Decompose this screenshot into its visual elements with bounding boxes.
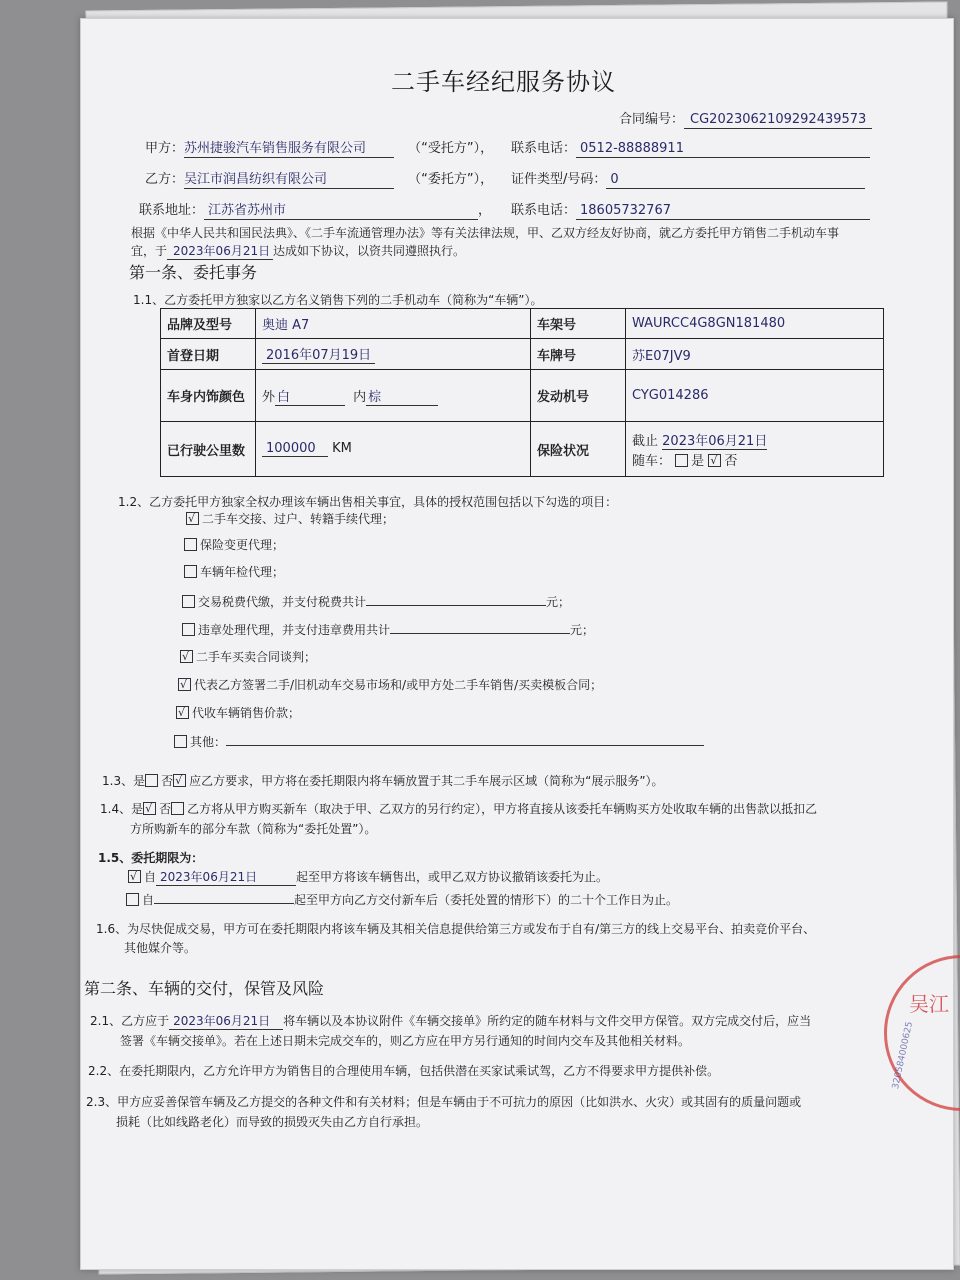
engine-value: CYG014286 [626,370,884,422]
term-row-2 [126,891,678,908]
insurance-no-label: 否 [724,453,738,469]
party-b-id-label: 证件类型/号码： [511,172,607,187]
auth-label-7: 代收车辆销售价款； [192,706,301,720]
auth-label-5: 二手车买卖合同谈判； [196,650,317,664]
insurance-yes-label: 是 [691,453,705,469]
mileage-value: 100000 [262,441,328,457]
party-b-addr-label: 联系地址： [139,203,205,218]
insurance-with-row [632,450,877,469]
intro-prefix: 宜，于 [131,244,168,258]
clause-1-6-cont: 其他媒介等。 [124,941,197,955]
party-b-id-row [511,171,865,189]
c13-body: 应乙方要求，甲方将在委托期限内将车辆放置于其二手车展示区域（简称为“展示服务”）。 [189,774,664,788]
party-a-tel-label: 联系电话： [511,141,577,156]
auth-item-5[interactable] [180,649,316,665]
party-b-tel: 18605732767 [576,202,870,220]
c14-no-checkbox[interactable] [171,802,184,815]
auth-item-1[interactable] [184,537,284,553]
plate-label: 车牌号 [531,339,626,370]
brand-value: 奥迪 A7 [256,309,531,339]
c14-yes-text: 1.4、是 [100,802,144,816]
auth-suffix-3: 元； [546,595,571,609]
c14-no-text: 否 [159,802,172,816]
vehicle-row-color [161,370,884,422]
article-2-heading: 第二条、车辆的交付，保管及风险 [84,979,325,998]
auth-label-6: 代表乙方签署二手/旧机动车交易市场和/或甲方处二手车销售/买卖模板合同； [194,678,603,692]
term-2-prefix: 自 [142,893,155,907]
vehicle-row-reg [161,339,884,370]
clause-2-3: 2.3、甲方应妥善保管车辆及乙方提交的各种文件和有关材料；但是车辆由于不可抗力的原因（比如洪水、火灾）或其固有的质量问题或 [86,1095,802,1109]
auth-item-6[interactable] [178,677,602,693]
contract-number [619,111,872,129]
insurance-with-label: 随车： [632,453,672,469]
auth-checkbox-8[interactable] [174,735,187,748]
exterior-color: 白 [275,386,345,406]
contract-number-value: CG2023062109292439573 [684,111,872,129]
auth-label-4: 违章处理代理，并支付违章费用共计 [198,623,391,637]
party-a-tel: 0512-88888911 [576,140,870,158]
clause-2-1-cont: 签署《车辆交接单》。若在上述日期未完成交车的，则乙方应在甲方另行通知的时间内交车及其他相关材料。 [120,1034,691,1048]
term-1-date: 2023年06月21日 [156,869,296,886]
vin-label: 车架号 [531,309,626,339]
auth-checkbox-2[interactable] [184,565,197,578]
mileage-cell [256,422,531,477]
insurance-cell [626,422,884,477]
clause-1-4 [100,801,817,817]
vehicle-row-mileage [161,422,884,477]
exterior-prefix: 外 [262,389,276,405]
c21-body: 将车辆以及本协议附件《车辆交接单》所约定的随车材料与文件交甲方保管。双方完成交付后，应当 [283,1014,812,1028]
auth-checkbox-0[interactable] [186,512,199,525]
seal-text: 吴江 [909,992,949,1016]
clause-1-1: 1.1、乙方委托甲方独家以乙方名义销售下列的二手机动车（简称为“车辆”）。 [133,293,543,307]
insurance-no-checkbox[interactable] [708,454,721,467]
party-a-role: （“受托方”） [408,141,481,156]
interior-prefix: 内 [353,389,367,405]
reg-date-label: 首登日期 [161,339,256,370]
vehicle-row-brand [161,309,884,339]
reg-date-value: 2016年07月19日 [262,344,375,364]
party-a-label: 甲方： [145,141,185,156]
term-row-1 [128,869,608,886]
insurance-label: 保险状况 [531,422,626,477]
party-b-tel-row [511,202,870,220]
party-b-id: 0 [606,171,865,189]
auth-checkbox-1[interactable] [184,538,197,551]
party-b-addr-row: 联系地址： 江苏省苏州市 ， [139,203,492,218]
auth-checkbox-6[interactable] [178,678,191,691]
engine-label: 发动机号 [531,370,626,422]
seal-number: 320584000625 [891,1020,916,1091]
auth-item-2[interactable] [184,564,284,580]
auth-label-3: 交易税费代缴，并支付税费共计 [198,595,367,609]
c13-no-checkbox[interactable] [173,774,186,787]
c13-no-text: 否 [161,774,174,788]
clause-2-1 [90,1013,811,1030]
insurance-date-row [632,430,877,450]
term-2-date-blank[interactable] [154,891,294,904]
insurance-yes-checkbox[interactable] [675,454,688,467]
clause-1-6: 1.6、为尽快促成交易，甲方可在委托期限内将该车辆及其相关信息提供给第三方或发布于自有/第三方的线上交易平台、拍卖竞价平台、 [96,922,816,936]
party-a-row: 甲方：苏州捷骏汽车销售服务有限公司 （“受托方”）， [145,141,494,156]
clause-1-4-cont: 方所购新车的部分车款（简称为“委托处置”）。 [130,822,377,836]
clause-1-3 [102,773,664,789]
auth-item-8[interactable] [174,733,704,750]
party-b-tel-label: 联系电话： [511,203,577,218]
brand-label: 品牌及型号 [161,309,256,339]
party-b-name: 吴江市润昌纺织有限公司 [184,171,394,189]
term-2-checkbox[interactable] [126,893,139,906]
c14-body: 乙方将从甲方购买新车（取决于甲、乙双方的另行约定），甲方将直接从该委托车辆购买方处收取车辆的出售款以抵扣乙 [187,802,818,816]
auth-item-7[interactable] [176,705,300,721]
term-1-checkbox[interactable] [128,870,141,883]
violation-amount-blank[interactable] [390,621,570,634]
color-label: 车身内饰颜色 [161,370,256,422]
reg-date-cell [256,339,531,370]
term-2-body: 起至甲方向乙方交付新车后（委托处置的情形下）的二十个工作日为止。 [294,893,679,907]
party-a-tel-row [511,140,870,158]
document-title: 二手车经纪服务协议 [391,68,616,96]
color-cell [256,370,531,422]
interior-color: 棕 [366,386,438,406]
term-1-body: 起至甲方将该车辆售出，或甲乙双方协议撤销该委托为止。 [296,870,609,884]
party-b-addr: 江苏省苏州市 [204,202,478,220]
c13-yes-text: 1.3、是 [102,774,146,788]
contract-page [80,18,954,1270]
clause-2-2: 2.2、在委托期限内，乙方允许甲方为销售目的合理使用车辆，包括供潜在买家试乘试驾，乙方不得要求甲方提供补偿。 [88,1064,720,1078]
intro-line-2 [131,243,465,260]
auth-item-0[interactable] [186,511,394,527]
auth-item-4[interactable] [182,621,594,638]
auth-checkbox-3[interactable] [182,595,195,608]
term-1-prefix: 自 [144,870,157,884]
clause-1-5: 1.5、委托期限为： [98,851,204,865]
c14-yes-checkbox[interactable] [143,802,156,815]
plate-value: 苏E07JV9 [626,339,884,370]
intro-suffix: 达成如下协议，以资共同遵照执行。 [273,244,466,258]
intro-line-1: 根据《中华人民共和国民法典》、《二手车流通管理办法》等有关法律法规，甲、乙双方经友好协商，就乙方委托甲方销售二手机动车事 [131,226,840,240]
mileage-label: 已行驶公里数 [161,422,256,477]
contract-number-label: 合同编号： [619,112,685,127]
c13-yes-checkbox[interactable] [145,774,158,787]
auth-label-2: 车辆年检代理； [200,565,285,579]
auth-checkbox-5[interactable] [180,650,193,663]
insurance-date: 2023年06月21日 [662,430,767,450]
party-b-row: 乙方：吴江市润昌纺织有限公司 （“委托方”）， [145,172,494,187]
vin-value: WAURCC4G8GN181480 [626,309,884,339]
article-1-heading: 第一条、委托事务 [129,263,258,282]
party-a-name: 苏州捷骏汽车销售服务有限公司 [184,140,394,158]
auth-label-1: 保险变更代理； [200,538,285,552]
other-blank[interactable] [226,733,704,746]
auth-item-3[interactable] [182,593,570,610]
auth-label-0: 二手车交接、过户、转籍手续代理； [202,512,395,526]
vehicle-table [160,308,884,477]
c21-prefix: 2.1、乙方应于 [90,1014,170,1028]
clause-2-3-cont: 损耗（比如线路老化）而导致的损毁灭失由乙方自行承担。 [116,1115,429,1129]
mileage-unit: KM [332,441,352,456]
clause-1-2: 1.2、乙方委托甲方独家全权办理该车辆出售相关事宜，具体的授权范围包括以下勾选的项目： [118,495,618,509]
intro-date: 2023年06月21日 [167,243,273,260]
c21-date: 2023年06月21日 [169,1013,283,1030]
party-b-label: 乙方： [145,172,185,187]
insurance-prefix: 截止 [632,433,659,449]
auth-checkbox-7[interactable] [176,706,189,719]
auth-checkbox-4[interactable] [182,623,195,636]
tax-amount-blank[interactable] [366,593,546,606]
auth-suffix-4: 元； [570,623,595,637]
auth-label-8: 其他： [190,735,227,749]
party-b-role: （“委托方”） [408,172,481,187]
